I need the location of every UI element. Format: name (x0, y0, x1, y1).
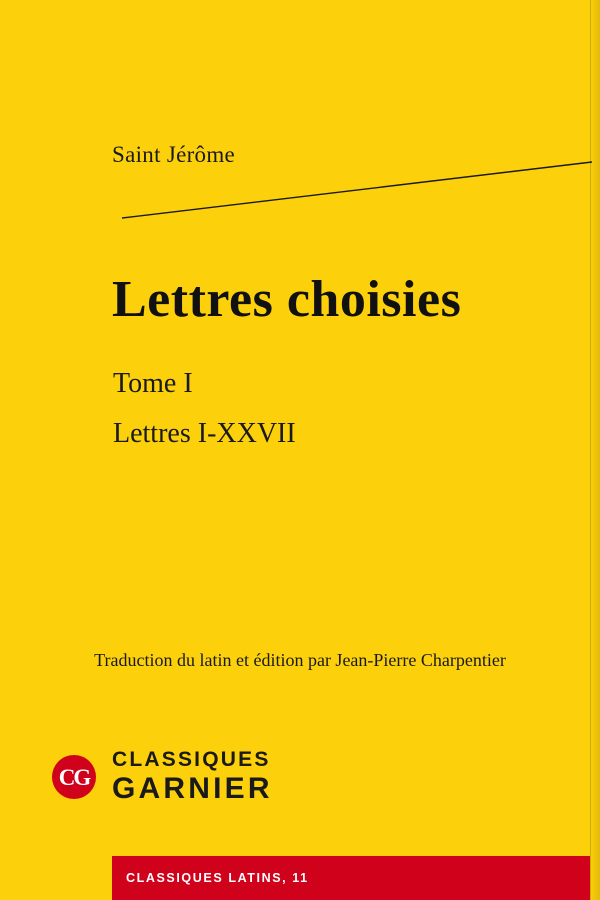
page-edge-line (590, 0, 591, 900)
classiques-garnier-logo-icon (52, 755, 96, 799)
diagonal-rule (0, 150, 600, 240)
author-name: Saint Jérôme (112, 142, 236, 167)
page-edge-shading (590, 0, 600, 900)
publisher-name-line2: GARNIER (112, 772, 273, 806)
series-band (112, 856, 590, 900)
series-label: CLASSIQUES LATINS, 11 (126, 871, 309, 885)
volume-label: Tome I (113, 368, 193, 399)
page-title: Lettres choisies (112, 271, 462, 328)
publisher-block (52, 748, 273, 807)
logo-monogram: CG (58, 764, 90, 790)
publisher-name (112, 748, 273, 807)
publisher-name-line1: CLASSIQUES (112, 748, 271, 771)
volume-contents-label: Lettres I-XXVII (113, 418, 296, 449)
translator-credit: Traduction du latin et édition par Jean-Pierre Charpentier (94, 650, 506, 670)
